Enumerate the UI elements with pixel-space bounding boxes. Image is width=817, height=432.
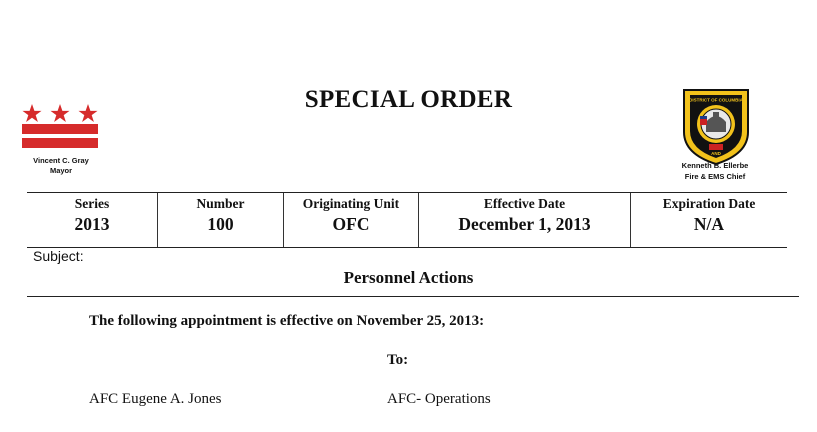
chief-role: Fire & EMS Chief (684, 172, 746, 181)
mayor-role: Mayor (49, 166, 73, 175)
appointee-assignment: AFC- Operations (387, 391, 491, 407)
originating-unit-cell (283, 193, 418, 247)
expiration-date-cell (630, 193, 787, 247)
expiration-date-label: Expiration Date (662, 196, 756, 211)
svg-text:DISTRICT OF COLUMBIA: DISTRICT OF COLUMBIA (689, 97, 743, 103)
svg-text:AND: AND (711, 151, 721, 156)
series-cell (27, 193, 157, 247)
order-header-table (27, 192, 787, 248)
number-value: 100 (207, 214, 234, 234)
fire-ems-seal-logo (676, 86, 756, 166)
chief-signature-block (650, 160, 780, 182)
subject-label: Subject: (33, 248, 84, 264)
mayor-name: Vincent C. Gray (33, 156, 89, 165)
originating-unit-value: OFC (332, 214, 370, 234)
appointment-intro: The following appointment is effective on November 25, 2013: (89, 313, 485, 329)
originating-unit-label: Originating Unit (302, 196, 400, 211)
series-value: 2013 (74, 214, 110, 234)
to-column-label: To: (387, 352, 409, 368)
chief-name: Kenneth B. Ellerbe (681, 161, 749, 170)
appointee-name: AFC Eugene A. Jones (89, 391, 222, 407)
mayor-signature-block (20, 156, 102, 176)
number-cell (157, 193, 283, 247)
series-label: Series (74, 196, 110, 211)
effective-date-cell (418, 193, 630, 247)
subject-value: Personnel Actions (343, 268, 474, 287)
number-label: Number (196, 196, 245, 211)
subject-divider (27, 296, 799, 297)
document-title: SPECIAL ORDER (304, 86, 513, 113)
expiration-date-value: N/A (693, 214, 725, 234)
effective-date-value: December 1, 2013 (458, 214, 591, 234)
effective-date-label: Effective Date (483, 196, 566, 211)
